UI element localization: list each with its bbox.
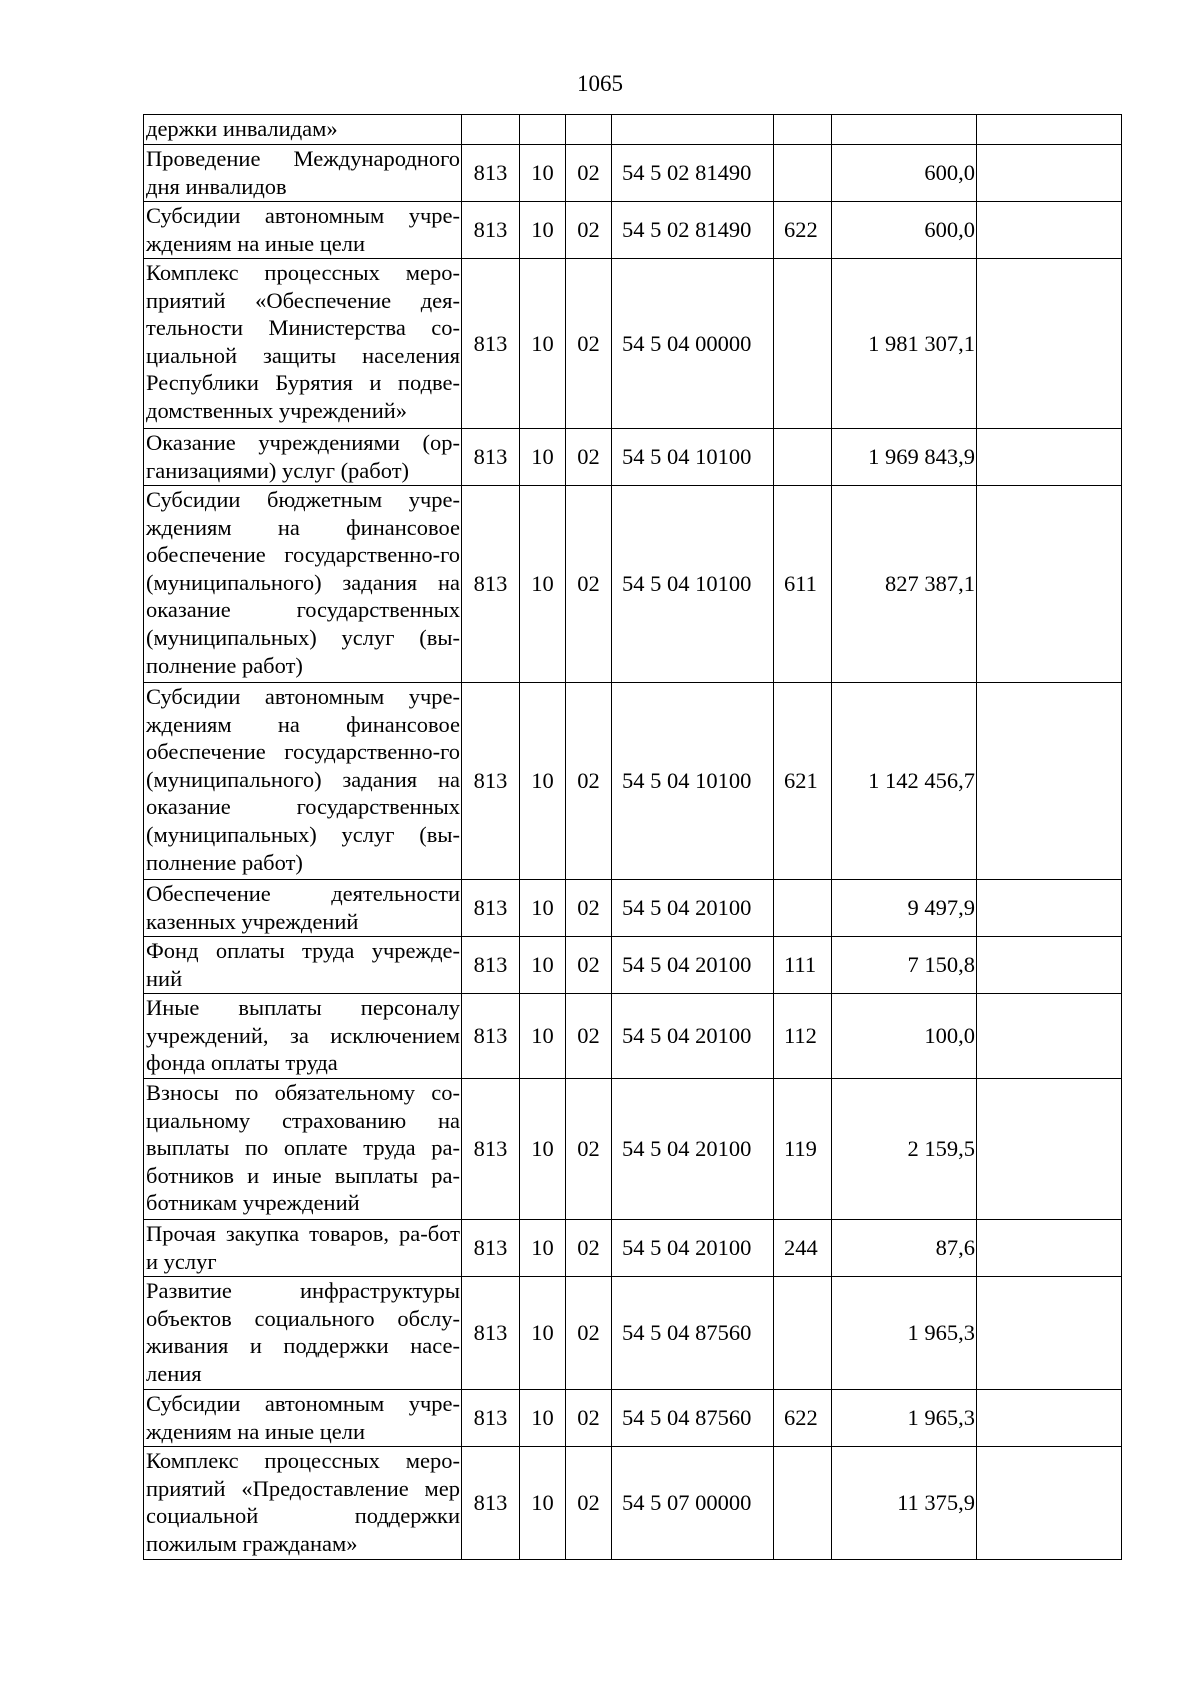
table-row (144, 937, 1122, 994)
row-amount (832, 115, 977, 145)
row-target-code: 54 5 04 20100 (612, 880, 774, 937)
row-section-code: 10 (520, 429, 566, 486)
row-ministry-code: 813 (462, 1390, 520, 1447)
row-target-code: 54 5 04 87560 (612, 1277, 774, 1390)
row-target-code: 54 5 04 00000 (612, 259, 774, 429)
row-expense-type: 119 (774, 1079, 832, 1220)
row-amount: 100,0 (832, 994, 977, 1079)
row-name: Комплекс процессных меро-приятий «Предоставление мер социальной поддержки пожилым гражданам» (144, 1447, 462, 1560)
row-ministry-code: 813 (462, 1220, 520, 1277)
row-name: Прочая закупка товаров, ра-бот и услуг (144, 1220, 462, 1277)
row-extra (977, 937, 1122, 994)
row-subsection-code: 02 (566, 145, 612, 202)
row-expense-type (774, 1447, 832, 1560)
table-row (144, 202, 1122, 259)
row-ministry-code: 813 (462, 145, 520, 202)
row-ministry-code: 813 (462, 994, 520, 1079)
row-target-code: 54 5 04 20100 (612, 937, 774, 994)
budget-table (143, 114, 1122, 1560)
row-ministry-code: 813 (462, 937, 520, 994)
row-amount: 7 150,8 (832, 937, 977, 994)
row-subsection-code: 02 (566, 1079, 612, 1220)
table-row (144, 145, 1122, 202)
row-target-code: 54 5 04 87560 (612, 1390, 774, 1447)
row-extra (977, 1220, 1122, 1277)
row-section-code: 10 (520, 937, 566, 994)
table-row (144, 486, 1122, 683)
row-target-code: 54 5 07 00000 (612, 1447, 774, 1560)
row-ministry-code: 813 (462, 880, 520, 937)
row-extra (977, 486, 1122, 683)
row-section-code: 10 (520, 1390, 566, 1447)
row-subsection-code: 02 (566, 1277, 612, 1390)
row-expense-type (774, 880, 832, 937)
row-section-code: 10 (520, 259, 566, 429)
row-expense-type (774, 115, 832, 145)
row-subsection-code: 02 (566, 1220, 612, 1277)
row-name: Субсидии автономным учре-ждениям на иные цели (144, 202, 462, 259)
row-extra (977, 880, 1122, 937)
row-subsection-code: 02 (566, 683, 612, 880)
row-extra (977, 1079, 1122, 1220)
row-expense-type: 112 (774, 994, 832, 1079)
row-section-code: 10 (520, 145, 566, 202)
table-row (144, 259, 1122, 429)
row-subsection-code: 02 (566, 1390, 612, 1447)
row-ministry-code: 813 (462, 202, 520, 259)
row-expense-type: 244 (774, 1220, 832, 1277)
row-name: Субсидии автономным учре-ждениям на иные цели (144, 1390, 462, 1447)
row-section-code: 10 (520, 202, 566, 259)
row-amount: 11 375,9 (832, 1447, 977, 1560)
row-subsection-code: 02 (566, 880, 612, 937)
row-target-code: 54 5 04 20100 (612, 1079, 774, 1220)
row-extra (977, 1277, 1122, 1390)
table-row (144, 683, 1122, 880)
row-subsection-code: 02 (566, 486, 612, 683)
row-ministry-code: 813 (462, 1079, 520, 1220)
row-name: Проведение Международного дня инвалидов (144, 145, 462, 202)
row-amount: 1 965,3 (832, 1390, 977, 1447)
row-ministry-code: 813 (462, 486, 520, 683)
row-name: Иные выплаты персоналу учреждений, за исключением фонда оплаты труда (144, 994, 462, 1079)
row-ministry-code: 813 (462, 683, 520, 880)
row-section-code: 10 (520, 1220, 566, 1277)
row-expense-type (774, 145, 832, 202)
row-amount: 827 387,1 (832, 486, 977, 683)
row-name: держки инвалидам» (144, 115, 462, 145)
row-expense-type: 621 (774, 683, 832, 880)
row-subsection-code: 02 (566, 1447, 612, 1560)
table-row (144, 1390, 1122, 1447)
table-row (144, 880, 1122, 937)
row-extra (977, 1390, 1122, 1447)
row-subsection-code (566, 115, 612, 145)
row-ministry-code: 813 (462, 429, 520, 486)
page-number: 1065 (577, 71, 623, 96)
row-amount: 9 497,9 (832, 880, 977, 937)
row-target-code: 54 5 02 81490 (612, 145, 774, 202)
row-expense-type: 611 (774, 486, 832, 683)
row-target-code: 54 5 04 10100 (612, 486, 774, 683)
row-target-code: 54 5 04 10100 (612, 429, 774, 486)
row-ministry-code: 813 (462, 1447, 520, 1560)
table-row (144, 429, 1122, 486)
row-expense-type: 622 (774, 1390, 832, 1447)
row-expense-type: 111 (774, 937, 832, 994)
row-ministry-code (462, 115, 520, 145)
table-body (144, 115, 1122, 1560)
row-expense-type (774, 1277, 832, 1390)
row-section-code: 10 (520, 994, 566, 1079)
row-section-code: 10 (520, 880, 566, 937)
row-extra (977, 994, 1122, 1079)
row-amount: 600,0 (832, 145, 977, 202)
row-extra (977, 1447, 1122, 1560)
table-row (144, 994, 1122, 1079)
row-expense-type: 622 (774, 202, 832, 259)
row-extra (977, 145, 1122, 202)
row-section-code (520, 115, 566, 145)
row-name: Фонд оплаты труда учрежде-ний (144, 937, 462, 994)
row-target-code: 54 5 04 20100 (612, 1220, 774, 1277)
row-amount: 600,0 (832, 202, 977, 259)
row-name: Субсидии автономным учре-ждениям на финансовое обеспечение государственно-го (муниципального) задания на оказание государственных (муниципальных) услуг (вы-полнение работ) (144, 683, 462, 880)
row-name: Обеспечение деятельности казенных учреждений (144, 880, 462, 937)
row-ministry-code: 813 (462, 259, 520, 429)
row-subsection-code: 02 (566, 994, 612, 1079)
row-name: Субсидии бюджетным учре-ждениям на финансовое обеспечение государственно-го (муниципального) задания на оказание государственных (муниципальных) услуг (вы-полнение работ) (144, 486, 462, 683)
row-amount: 1 965,3 (832, 1277, 977, 1390)
row-section-code: 10 (520, 1277, 566, 1390)
row-extra (977, 429, 1122, 486)
row-extra (977, 202, 1122, 259)
row-extra (977, 683, 1122, 880)
row-extra (977, 259, 1122, 429)
row-subsection-code: 02 (566, 429, 612, 486)
table-row (144, 1277, 1122, 1390)
row-expense-type (774, 259, 832, 429)
table-row (144, 1079, 1122, 1220)
row-amount: 87,6 (832, 1220, 977, 1277)
row-name: Комплекс процессных меро-приятий «Обеспечение дея-тельности Министерства со-циальной защиты населения Республики Бурятия и подве-домственных учреждений» (144, 259, 462, 429)
row-name: Развитие инфраструктуры объектов социального обслу-живания и поддержки насе-ления (144, 1277, 462, 1390)
row-target-code (612, 115, 774, 145)
row-section-code: 10 (520, 1079, 566, 1220)
row-amount: 1 969 843,9 (832, 429, 977, 486)
row-target-code: 54 5 02 81490 (612, 202, 774, 259)
row-name: Оказание учреждениями (ор-ганизациями) услуг (работ) (144, 429, 462, 486)
row-name: Взносы по обязательному со-циальному страхованию на выплаты по оплате труда ра-ботников и иные выплаты ра-ботникам учреждений (144, 1079, 462, 1220)
row-section-code: 10 (520, 1447, 566, 1560)
row-subsection-code: 02 (566, 202, 612, 259)
table-row (144, 1220, 1122, 1277)
row-target-code: 54 5 04 10100 (612, 683, 774, 880)
row-subsection-code: 02 (566, 259, 612, 429)
table-row (144, 1447, 1122, 1560)
table-row (144, 115, 1122, 145)
row-amount: 1 981 307,1 (832, 259, 977, 429)
row-section-code: 10 (520, 683, 566, 880)
row-ministry-code: 813 (462, 1277, 520, 1390)
row-section-code: 10 (520, 486, 566, 683)
row-extra (977, 115, 1122, 145)
row-target-code: 54 5 04 20100 (612, 994, 774, 1079)
row-subsection-code: 02 (566, 937, 612, 994)
row-amount: 2 159,5 (832, 1079, 977, 1220)
row-expense-type (774, 429, 832, 486)
row-amount: 1 142 456,7 (832, 683, 977, 880)
